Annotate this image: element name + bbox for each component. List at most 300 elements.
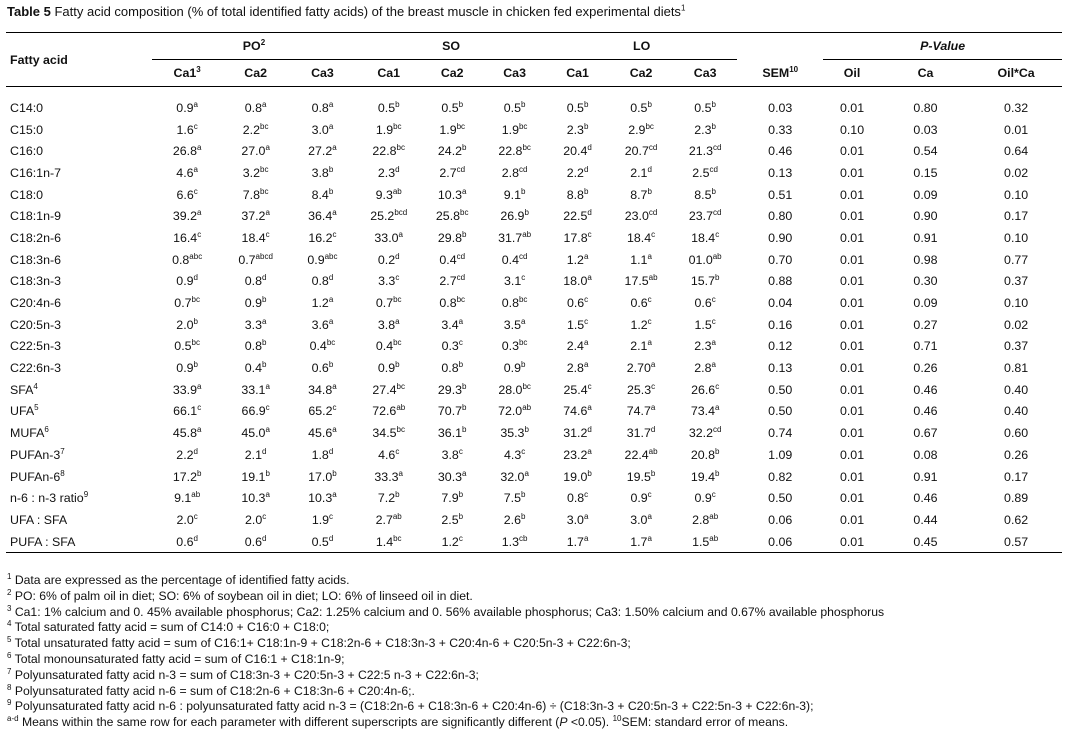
table-cell: 0.09 xyxy=(913,296,938,311)
caption-label: Table 5 xyxy=(7,4,51,19)
table-cell: 3.6$^a$ xyxy=(311,316,334,332)
table-cell: 0.3$^{bc}$ xyxy=(501,338,528,354)
table-cell: 1.6$^c$ xyxy=(176,121,198,137)
table-cell: 0.09 xyxy=(913,187,938,202)
row-label: C20:5n-3 xyxy=(10,317,61,332)
header-ca2-1: Ca2 xyxy=(244,66,267,80)
table-cell: 2.0$^c$ xyxy=(245,511,267,527)
footnote: $^1$ Data are expressed as the percentage of identified fatty acids. xyxy=(7,571,350,587)
table-cell: 0.4$^{cd}$ xyxy=(501,251,528,267)
table-cell: 18.4$^c$ xyxy=(627,229,656,245)
table-cell: 0.46 xyxy=(913,491,938,506)
footnotes xyxy=(7,573,884,731)
table-cell: 70.7$^b$ xyxy=(437,403,467,419)
table-cell: 29.8$^b$ xyxy=(437,229,467,245)
table-cell: 0.8$^{bc}$ xyxy=(501,294,528,311)
table-cell: 34.5$^{bc}$ xyxy=(372,425,405,441)
table-row xyxy=(6,401,1062,423)
table-cell: 0.8$^c$ xyxy=(566,490,589,506)
table-cell: 0.45 xyxy=(881,531,970,553)
table-cell: 7.9$^b$ xyxy=(441,490,464,506)
table-cell: $0.7^{abcd}$ xyxy=(238,251,273,267)
table-row xyxy=(6,205,1062,227)
table-cell: 74.6$^a$ xyxy=(563,403,592,419)
table-cell: 26.8$^a$ xyxy=(172,143,202,159)
table-cell: 22.5$^d$ xyxy=(563,208,592,224)
table-cell: 0.4$^{bc}$ xyxy=(309,338,336,354)
table-cell: 0.12 xyxy=(768,339,793,354)
table-row xyxy=(6,314,1062,336)
table-cell: 17.2$^b$ xyxy=(172,468,202,484)
table-cell: 2.3$^b$ xyxy=(694,121,716,137)
table-cell: 10.3$^a$ xyxy=(241,490,270,506)
table-cell: 0.01 xyxy=(839,209,865,224)
table-cell: 4.6$^a$ xyxy=(176,164,198,180)
table-row xyxy=(6,184,1062,206)
table-caption xyxy=(7,4,685,19)
table-cell: 0.51 xyxy=(768,187,793,202)
table-cell: 0.9$^b$ xyxy=(377,359,400,376)
table-cell: 21.3$^{cd}$ xyxy=(688,143,722,159)
table-cell: 2.1$^d$ xyxy=(630,164,652,180)
table-cell: 2.4$^a$ xyxy=(566,338,589,354)
header-fatty-acid: Fatty acid xyxy=(10,52,68,67)
table-cell: 0.4$^b$ xyxy=(244,359,267,376)
table-cell: 0.02 xyxy=(1004,165,1029,180)
table-cell: 0.01 xyxy=(839,100,865,115)
table-cell: 0.5$^b$ xyxy=(630,99,652,115)
table-row xyxy=(6,249,1062,271)
header-group-so: SO xyxy=(356,33,546,60)
table-cell: 0.10 xyxy=(1004,187,1029,202)
row-label: UFA : SFA xyxy=(10,512,68,527)
table-cell: 2.2$^{bc}$ xyxy=(242,121,269,137)
table-cell: 3.1$^c$ xyxy=(503,273,526,289)
table-cell: 0.3$^c$ xyxy=(441,338,463,354)
table-cell: 0.37 xyxy=(1004,339,1029,354)
table-cell: 0.70 xyxy=(768,252,793,267)
table-cell: 0.01 xyxy=(839,252,865,267)
table-cell: 22.4$^{ab}$ xyxy=(624,446,658,462)
table-cell: 2.0$^c$ xyxy=(176,511,198,527)
table-cell: 4.3$^c$ xyxy=(503,446,526,462)
table-cell: 25.3$^c$ xyxy=(627,381,656,397)
row-label: C18:3n-6 xyxy=(10,252,61,267)
table-cell: 0.6$^d$ xyxy=(222,531,288,553)
table-row xyxy=(6,97,1062,119)
table-row xyxy=(6,509,1062,531)
table-cell: 39.2$^a$ xyxy=(172,208,202,224)
table-row xyxy=(6,487,1062,509)
table-cell: 0.9$^b$ xyxy=(244,294,267,311)
table-cell: 0.8$^a$ xyxy=(311,99,334,115)
fatty-acid-table xyxy=(6,32,1062,553)
header-ca3-2: Ca3 xyxy=(311,66,334,80)
table-cell: 2.8$^{ab}$ xyxy=(692,511,719,527)
table-cell: 0.46 xyxy=(913,382,938,397)
footnote: $^9$ Polyunsaturated fatty acid n-6 : polyunsaturated fatty acid n-3 = (C18:2n-6 + C18:3n-6 + C20:4n-6) ÷ (C18:3n-3 + C20:5n-3 + C22:5n-3 + C22:6n-3); xyxy=(7,698,814,714)
table-cell: 7.5$^b$ xyxy=(503,490,526,506)
table-cell: 0.06 xyxy=(744,531,817,553)
table-row xyxy=(6,162,1062,184)
table-cell: 36.4$^a$ xyxy=(308,208,337,224)
header-row-sub xyxy=(6,60,1062,87)
table-cell: 1.1$^a$ xyxy=(630,251,652,267)
table-row xyxy=(6,271,1062,293)
table-cell: 0.2$^d$ xyxy=(377,251,400,267)
table-cell: 0.9$^d$ xyxy=(176,273,198,289)
table-cell: 9.1$^b$ xyxy=(503,186,526,202)
table-cell: 1.9$^{bc}$ xyxy=(375,121,402,137)
table-cell: 0.16 xyxy=(768,317,793,332)
table-cell: 2.3$^b$ xyxy=(566,121,589,137)
table-cell: 19.0$^b$ xyxy=(563,468,592,484)
table-cell: 18.4$^c$ xyxy=(691,229,720,245)
table-cell: 0.17 xyxy=(1004,469,1029,484)
table-cell: 0.8$^b$ xyxy=(244,338,267,354)
row-label: UFA$^5$ xyxy=(10,403,39,419)
caption-sup: 1 xyxy=(680,3,686,13)
table-row xyxy=(6,140,1062,162)
table-cell: 0.01 xyxy=(839,144,865,159)
row-label: n-6 : n-3 ratio$^9$ xyxy=(10,490,89,506)
table-cell: 2.6$^b$ xyxy=(503,511,526,527)
row-label: PUFA : SFA xyxy=(6,531,152,553)
table-cell: 33.0$^a$ xyxy=(374,229,403,245)
table-cell: 0.26 xyxy=(1004,447,1029,462)
table-cell: 0.62 xyxy=(1004,512,1029,527)
footnote: $^5$ Total unsaturated fatty acid = sum of C16:1+ C18:1n-9 + C18:2n-6 + C18:3n-3 + C20:4n-6 + C20:5n-3 + C22:6n-3; xyxy=(7,635,631,651)
table-cell: 16.2$^c$ xyxy=(308,229,337,245)
table-cell: 9.1$^{ab}$ xyxy=(174,490,201,506)
table-cell: 2.0$^b$ xyxy=(176,316,198,332)
row-label: PUFAn-$6^8$ xyxy=(10,468,65,484)
header-ca-11: Ca xyxy=(917,66,934,80)
table-cell: 0.5$^b$ xyxy=(694,99,716,115)
table-cell: 3.8$^b$ xyxy=(311,164,334,180)
table-cell: 20.8$^b$ xyxy=(690,446,720,462)
table-cell: 0.4$^{cd}$ xyxy=(439,251,466,267)
table-cell: 10.3$^a$ xyxy=(308,490,337,506)
table-cell: 0.01 xyxy=(839,274,865,289)
table-row xyxy=(6,466,1062,488)
table-row xyxy=(6,444,1062,466)
table-cell: 1.5$^c$ xyxy=(566,316,589,332)
table-cell: 3.2$^{bc}$ xyxy=(242,164,269,180)
table-cell: 2.8$^a$ xyxy=(566,359,589,376)
table-cell: 0.60 xyxy=(1004,426,1029,441)
table-cell: 26.9$^b$ xyxy=(500,208,529,224)
table-cell: 2.1$^d$ xyxy=(244,446,267,462)
header-ca2-7: Ca2 xyxy=(629,66,653,80)
table-cell: 2.70$^a$ xyxy=(626,359,656,376)
table-cell: 0.01 xyxy=(839,447,865,462)
table-cell: 0.71 xyxy=(913,339,938,354)
table-row xyxy=(6,292,1062,314)
table-cell: 0.17 xyxy=(1004,209,1029,224)
table-cell: 0.01 xyxy=(839,404,865,419)
header-ca1-0: $Ca1^3$ xyxy=(173,64,201,80)
table-cell: 0.01 xyxy=(839,512,865,527)
table-cell: 0.80 xyxy=(913,100,938,115)
table-cell: 0.9$^a$ xyxy=(176,99,198,115)
footnote: $^2$ PO: 6% of palm oil in diet; SO: 6% of soybean oil in diet; LO: 6% of linseed oil in diet. xyxy=(7,587,473,603)
header-row-groups xyxy=(6,33,1062,60)
table-cell: 0.10 xyxy=(1004,296,1029,311)
table-row xyxy=(6,531,1062,553)
table-cell: 0.08 xyxy=(913,447,938,462)
table-cell: 0.9$^b$ xyxy=(176,359,198,376)
table-cell: 0.6$^c$ xyxy=(694,294,716,311)
table-cell: 26.6$^c$ xyxy=(691,381,720,397)
table-cell: 0.80 xyxy=(768,209,793,224)
table-cell: 32.2$^{cd}$ xyxy=(688,425,722,441)
header-ca1-6: Ca1 xyxy=(566,66,589,80)
table-cell: 0.50 xyxy=(768,404,793,419)
table-cell: 0.44 xyxy=(913,512,938,527)
table-cell: 01.0$^{ab}$ xyxy=(688,251,722,267)
table-cell: 32.0$^a$ xyxy=(500,468,529,484)
table-row xyxy=(6,422,1062,444)
table-cell: 29.3$^b$ xyxy=(437,381,467,397)
table-cell: 23.2$^a$ xyxy=(563,446,592,462)
table-cell: 74.7$^a$ xyxy=(626,403,656,419)
table-cell: 0.77 xyxy=(1004,252,1029,267)
table-cell: 1.5$^c$ xyxy=(694,316,716,332)
table-cell: 15.7$^b$ xyxy=(690,273,720,289)
row-label: C22:5n-3 xyxy=(10,339,61,354)
table-cell: 2.7$^{ab}$ xyxy=(375,511,402,527)
table-cell: 0.13 xyxy=(768,361,793,376)
table-cell: 0.40 xyxy=(1004,404,1029,419)
table-cell: 20.7$^{cd}$ xyxy=(624,143,658,159)
table-cell: 0.01 xyxy=(823,531,880,553)
table-cell: 0.90 xyxy=(768,230,793,245)
table-cell: 0.13 xyxy=(768,165,793,180)
table-cell: 3.0$^a$ xyxy=(566,511,589,527)
table-cell: 27.2$^a$ xyxy=(308,143,337,159)
row-label: C18:0 xyxy=(10,187,44,202)
table-cell: 0.6$^c$ xyxy=(630,294,652,311)
table-cell: 0.50 xyxy=(768,491,793,506)
table-cell: 0.8$^{abc}$ xyxy=(172,251,203,267)
table-cell: 25.4$^c$ xyxy=(563,381,592,397)
table-cell: 0.01 xyxy=(839,382,865,397)
table-cell: 0.4$^{bc}$ xyxy=(375,338,402,354)
table-cell: 2.5$^b$ xyxy=(441,511,464,527)
row-label: C18:2n-6 xyxy=(10,230,61,245)
table-cell: 0.01 xyxy=(839,317,865,332)
table-cell: 19.5$^b$ xyxy=(626,468,656,484)
header-ca2-4: Ca2 xyxy=(440,66,464,80)
table-cell: 3.0$^a$ xyxy=(630,511,652,527)
table-cell: 0.01 xyxy=(839,361,865,376)
table-cell: 0.15 xyxy=(913,165,938,180)
table-cell: 8.7$^b$ xyxy=(630,186,652,202)
footnote: $^8$ Polyunsaturated fatty acid n-6 = sum of C18:2n-6 + C18:3n-6 + C20:4n-6;. xyxy=(7,682,415,698)
footnote: $^7$ Polyunsaturated fatty acid n-3 = sum of C18:3n-3 + C20:5n-3 + C22:5 n-3 + C22:6n-3; xyxy=(7,666,479,682)
table-cell: 0.01 xyxy=(839,491,865,506)
table-cell: 0.9$^b$ xyxy=(503,359,526,376)
table-cell: 35.3$^b$ xyxy=(500,425,529,441)
table-cell: 1.7$^a$ xyxy=(609,531,673,553)
table-cell: 0.06 xyxy=(768,512,793,527)
table-cell: 0.7$^{bc}$ xyxy=(174,294,200,311)
table-row xyxy=(6,227,1062,249)
table-cell: 0.8$^a$ xyxy=(244,99,267,115)
table-cell: 0.9$^c$ xyxy=(694,490,716,506)
table-cell: 0.57 xyxy=(970,531,1062,553)
table-cell: 20.4$^d$ xyxy=(563,143,592,159)
row-label: PUFAn-$3^7$ xyxy=(10,446,65,462)
row-label: C18:1n-9 xyxy=(10,209,61,224)
table-cell: 3.4$^a$ xyxy=(441,316,464,332)
table-cell: 2.3$^d$ xyxy=(377,164,400,180)
table-cell: 0.10 xyxy=(1004,230,1029,245)
table-cell: 0.26 xyxy=(913,361,938,376)
table-cell: 0.01 xyxy=(1004,122,1029,137)
table-cell: 24.2$^b$ xyxy=(437,143,467,159)
table-cell: 19.4$^b$ xyxy=(690,468,720,484)
table-cell: 8.5$^b$ xyxy=(694,186,716,202)
table-cell: 0.32 xyxy=(1004,100,1029,115)
table-cell: 28.0$^{bc}$ xyxy=(498,381,531,397)
table-cell: 0.67 xyxy=(913,426,938,441)
header-ca3-8: Ca3 xyxy=(693,66,717,80)
table-cell: 27.4$^{bc}$ xyxy=(372,381,405,397)
table-cell: 23.7$^{cd}$ xyxy=(688,208,722,224)
table-cell: 37.2$^a$ xyxy=(241,208,270,224)
table-cell: 18.0$^a$ xyxy=(563,273,592,289)
table-cell: 4.6$^c$ xyxy=(378,446,400,462)
table-cell: 25.8$^{bc}$ xyxy=(435,208,469,224)
table-cell: 1.3$^{cb}$ xyxy=(483,531,546,553)
table-cell: 0.10 xyxy=(839,122,865,137)
table-cell: 0.37 xyxy=(1004,274,1029,289)
table-cell: 73.4$^a$ xyxy=(690,403,720,419)
table-cell: 0.89 xyxy=(1004,491,1029,506)
row-label: C18:3n-3 xyxy=(10,274,61,289)
table-row xyxy=(6,119,1062,141)
table-cell: 0.98 xyxy=(913,252,938,267)
table-cell: 25.2$^{bcd}$ xyxy=(370,208,408,224)
table-row xyxy=(6,357,1062,379)
table-cell: 2.8$^{cd}$ xyxy=(501,164,528,180)
table-cell: 2.7$^{cd}$ xyxy=(439,273,466,289)
table-cell: 0.01 xyxy=(839,469,865,484)
table-cell: 34.8$^a$ xyxy=(308,381,337,397)
table-cell: 1.2$^c$ xyxy=(421,531,483,553)
table-cell: 1.9$^c$ xyxy=(311,511,334,527)
table-cell: 72.0$^{ab}$ xyxy=(498,403,532,419)
table-cell: 0.5$^{bc}$ xyxy=(174,338,200,354)
table-cell: 0.03 xyxy=(768,100,793,115)
table-cell: 0.50 xyxy=(768,382,793,397)
table-cell: 31.7$^d$ xyxy=(626,425,656,441)
table-cell: 0.03 xyxy=(913,122,938,137)
table-cell: 0.01 xyxy=(839,165,865,180)
table-cell: 0.46 xyxy=(768,144,793,159)
table-cell: 72.6$^{ab}$ xyxy=(372,403,406,419)
table-cell: 10.3$^a$ xyxy=(437,186,467,202)
table-cell: 0.8$^d$ xyxy=(311,273,334,289)
table-cell: 2.7$^{cd}$ xyxy=(439,164,466,180)
table-cell: 0.8$^b$ xyxy=(441,359,464,376)
table-cell: 18.4$^c$ xyxy=(241,229,270,245)
table-cell: 33.9$^a$ xyxy=(172,381,202,397)
row-label: C15:0 xyxy=(10,122,44,137)
header-sem-9: SEM$^{10}$ xyxy=(762,64,799,80)
table-cell: 1.4$^{bc}$ xyxy=(356,531,421,553)
table-cell: 0.6$^c$ xyxy=(566,294,589,311)
table-cell: 30.3$^a$ xyxy=(437,468,467,484)
table-cell: 31.2$^d$ xyxy=(563,425,592,441)
table-cell: 0.90 xyxy=(913,209,938,224)
table-cell: 0.40 xyxy=(1004,382,1029,397)
row-label: SFA$^4$ xyxy=(10,381,38,397)
header-oil-10: Oil xyxy=(843,66,861,80)
header-ca3-5: Ca3 xyxy=(503,66,526,80)
table-cell: 2.3$^a$ xyxy=(694,338,716,354)
table-cell: 27.0$^a$ xyxy=(241,143,270,159)
table-cell: 0.02 xyxy=(1004,317,1029,332)
footnote: $^6$ Total monounsaturated fatty acid = sum of C16:1 + C18:1n-9; xyxy=(7,650,345,666)
table-cell: 2.5$^{cd}$ xyxy=(692,164,718,180)
table-cell: 45.8$^a$ xyxy=(172,425,202,441)
table-cell: 36.1$^b$ xyxy=(437,425,467,441)
table-cell: 1.9$^{bc}$ xyxy=(439,121,466,137)
table-cell: 0.88 xyxy=(768,274,793,289)
table-cell: 31.7$^{ab}$ xyxy=(498,229,532,245)
table-cell: 23.0$^{cd}$ xyxy=(624,208,658,224)
table-cell: 17.0$^b$ xyxy=(308,468,337,484)
table-cell: 0.01 xyxy=(839,187,865,202)
header-ca1-3: Ca1 xyxy=(377,66,401,80)
table-cell: 33.3$^a$ xyxy=(374,468,403,484)
table-cell: 17.8$^c$ xyxy=(563,229,592,245)
table-cell: 0.01 xyxy=(839,230,865,245)
table-cell: 2.1$^a$ xyxy=(630,338,652,354)
table-body xyxy=(6,87,1062,553)
table-cell: 0.9$^{abc}$ xyxy=(307,251,338,267)
table-cell: 0.9$^c$ xyxy=(630,490,652,506)
row-label: MUFA$^6$ xyxy=(10,425,49,441)
table-cell: 2.2$^d$ xyxy=(566,164,589,180)
table-cell: 66.1$^c$ xyxy=(173,403,202,419)
footnote: $^{a-d}$ Means within the same row for each parameter with different superscripts are significantly different (P <0.05). $^{10}$SEM: standard error of means. xyxy=(7,714,789,730)
table-cell: 0.5$^d$ xyxy=(289,531,356,553)
table-cell: 22.8$^{bc}$ xyxy=(372,143,405,159)
table-cell: 0.91 xyxy=(913,469,938,484)
table-cell: 45.0$^a$ xyxy=(241,425,270,441)
header-group-po: $PO^2$ xyxy=(152,33,356,60)
row-label: C22:6n-3 xyxy=(10,361,61,376)
table-cell: 0.01 xyxy=(839,296,865,311)
table-cell: 3.3$^a$ xyxy=(244,316,267,332)
table-cell: 0.27 xyxy=(913,317,938,332)
table-cell: 0.81 xyxy=(1004,361,1029,376)
table-cell: 0.8$^{bc}$ xyxy=(439,294,466,311)
table-cell: 0.46 xyxy=(913,404,938,419)
table-cell: 0.5$^b$ xyxy=(503,99,526,115)
table-cell: 1.8$^d$ xyxy=(311,446,334,462)
table-cell: 66.9$^c$ xyxy=(241,403,270,419)
table-cell: 0.01 xyxy=(839,339,865,354)
table-row xyxy=(6,336,1062,358)
table-cell: 2.9$^{bc}$ xyxy=(628,121,654,137)
table-cell: 0.82 xyxy=(768,469,793,484)
caption-text: Fatty acid composition (% of total identified fatty acids) of the breast muscle in chicken fed experimental diets xyxy=(50,4,681,19)
